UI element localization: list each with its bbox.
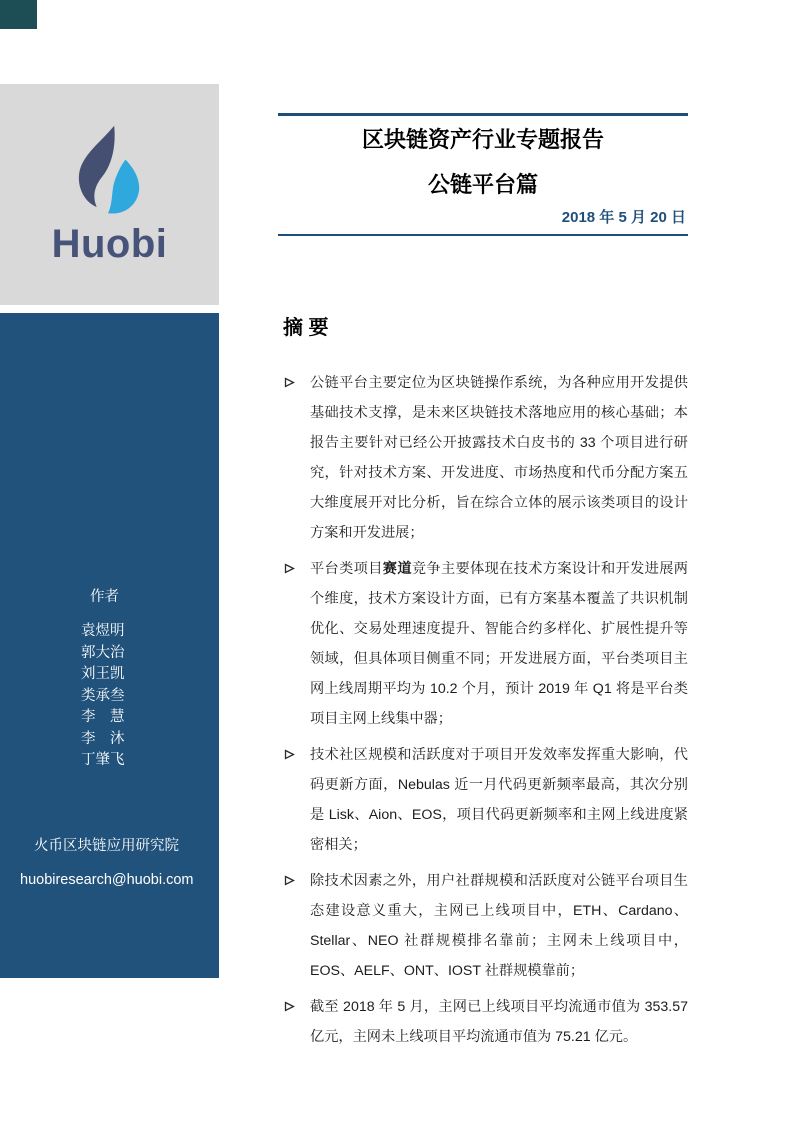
org-name: 火币区块链应用研究院 [34,838,179,854]
abstract-section [278,316,688,1058]
author-name: 李 沐 [81,730,125,747]
bullet-text: 平台类项目赛道竞争主要体现在技术方案设计和开发进展两个维度，技术方案设计方面，已有方案基本覆盖了共识机制优化、交易处理速度提升、智能合约多样化、扩展性提升等领域，但具体项目侧重不同；开发进展方面，平台类项目主网上线周期平均为 10.2 个月，预计 2019 年 Q1 将是平台类项目主网上线集中器； [310,561,688,727]
author-sidebar [0,313,219,978]
header-rule-top [278,113,688,116]
author-name: 郭大治 [81,644,125,661]
author-name: 类承叁 [81,687,125,704]
author-name: 刘王凯 [81,666,125,682]
huobi-flame-icon [72,124,142,218]
bullet-text: 技术社区规模和活跃度对于项目开发效率发挥重大影响，代码更新方面，Nebulas 近一月代码更新频率最高，其次分别是 Lisk、Aion、EOS，项目代码更新频率和主网上线进度紧密相关； [310,747,688,853]
header-rule-bottom [278,234,688,237]
contact-email: huobiresearch@huobi.com [20,872,194,888]
authors-label: 作者 [90,589,119,605]
bullet-item [278,740,688,860]
abstract-heading: 摘 要 [283,317,329,339]
bullet-item [278,368,688,548]
bullet-text: 除技术因素之外，用户社群规模和活跃度对公链平台项目生态建设意义重大，主网已上线项目中，ETH、Cardano、Stellar、NEO 社群规模排名靠前；主网未上线项目中，EOS、AELF、ONT、IOST 社群规模靠前； [310,873,688,979]
report-date: 2018 年 5 月 20 日 [561,208,686,226]
bullet-arrow-icon [278,992,310,1052]
bullet-arrow-icon [278,866,310,986]
author-name: 丁肇飞 [81,752,125,768]
author-name: 袁煜明 [81,623,125,639]
report-title: 区块链资产行业专题报告 [361,126,604,152]
title-block [278,113,688,236]
bullet-list [278,368,688,1052]
bullet-arrow-icon [278,740,310,860]
bullet-arrow-icon [278,554,310,734]
author-name: 李 慧 [81,709,125,725]
bullet-item [278,992,688,1052]
report-subtitle: 公链平台篇 [427,171,538,197]
authors-list [81,621,125,772]
bullet-item [278,866,688,986]
logo-box [0,84,219,305]
bullet-arrow-icon [278,368,310,548]
huobi-wordmark: Huobi [51,222,168,266]
corner-mark [0,0,37,29]
bullet-text: 公链平台主要定位为区块链操作系统，为各种应用开发提供基础技术支撑，是未来区块链技术落地应用的核心基础；本报告主要针对已经公开披露技术白皮书的 33 个项目进行研究，针对技术方案、开发进度、市场热度和代币分配方案五大维度展开对比分析，旨在综合立体的展示该类项目的设计方案和开发进展； [310,375,688,541]
bullet-item [278,554,688,734]
bullet-text: 截至 2018 年 5 月，主网已上线项目平均流通市值为 353.57 亿元，主网未上线项目平均流通市值为 75.21 亿元。 [310,999,688,1045]
